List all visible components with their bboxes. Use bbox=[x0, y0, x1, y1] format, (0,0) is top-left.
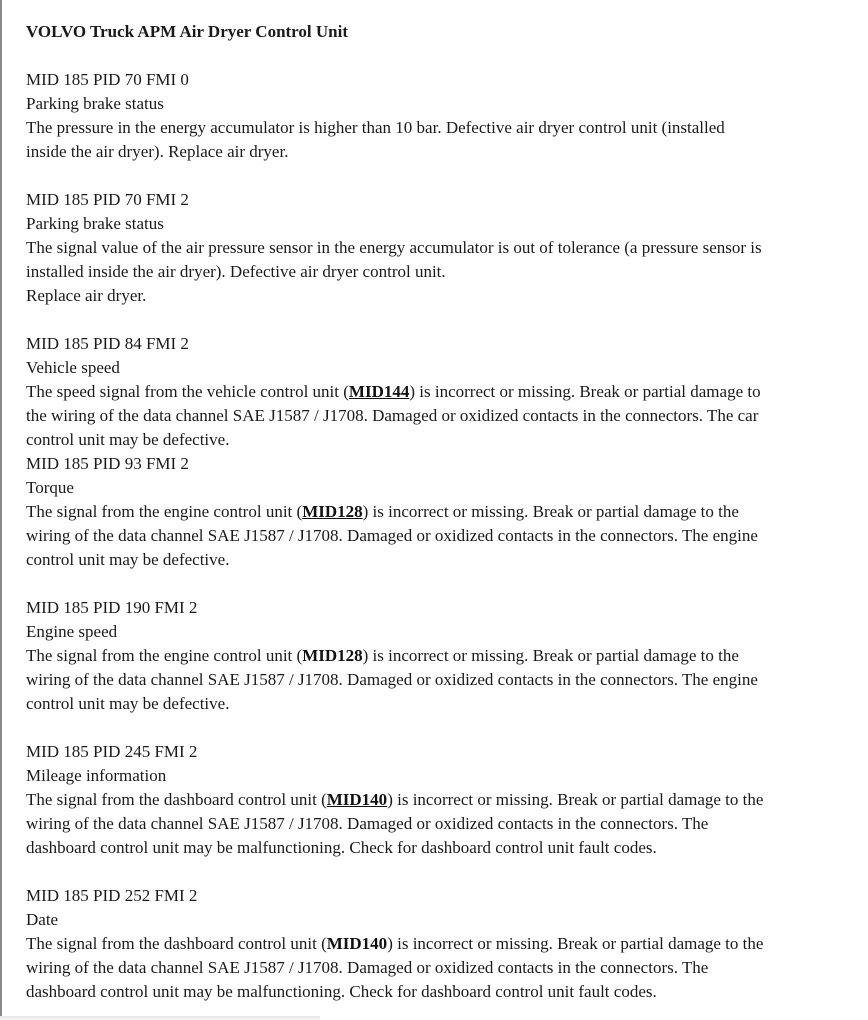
fault-entry bbox=[26, 332, 856, 452]
fault-entry bbox=[26, 188, 856, 308]
fault-name: Torque bbox=[26, 478, 74, 497]
document-body bbox=[26, 20, 856, 1004]
fault-name: Parking brake status bbox=[26, 214, 164, 233]
fault-description: The pressure in the energy accumulator is higher than 10 bar. Defective air dryer control unit (installed inside the air dryer). Replace air dryer. bbox=[26, 118, 725, 161]
mid-reference: MID140 bbox=[326, 934, 388, 953]
fault-description bbox=[26, 788, 856, 860]
fault-name: Vehicle speed bbox=[26, 358, 120, 377]
fault-entry bbox=[26, 452, 856, 572]
fault-name: Parking brake status bbox=[26, 94, 164, 113]
mid-link[interactable]: MID128 bbox=[302, 502, 363, 521]
fault-entry bbox=[26, 740, 856, 860]
left-border bbox=[0, 0, 2, 1020]
fault-code: MID 185 PID 93 FMI 2 bbox=[26, 454, 189, 473]
fault-code: MID 185 PID 84 FMI 2 bbox=[26, 334, 189, 353]
fault-entry bbox=[26, 596, 856, 716]
description-text: The signal from the dashboard control unit ( bbox=[26, 790, 327, 809]
fault-description bbox=[26, 644, 856, 716]
mid-link[interactable]: MID140 bbox=[326, 790, 388, 809]
fault-code: MID 185 PID 190 FMI 2 bbox=[26, 598, 198, 617]
mid-reference: MID128 bbox=[302, 646, 363, 665]
description-text: The speed signal from the vehicle control unit ( bbox=[26, 382, 349, 401]
description-text: The signal from the dashboard control unit ( bbox=[26, 934, 327, 953]
document-title: VOLVO Truck APM Air Dryer Control Unit bbox=[26, 22, 349, 41]
fault-description: The signal value of the air pressure sensor in the energy accumulator is out of tolerance (a pressure sensor is installed inside the air dryer). Defective air dryer control unit. Replace air dryer. bbox=[26, 238, 762, 305]
mid-link[interactable]: MID144 bbox=[348, 382, 410, 401]
fault-description bbox=[26, 380, 856, 452]
fault-name: Mileage information bbox=[26, 766, 167, 785]
fault-name: Engine speed bbox=[26, 622, 118, 641]
description-text: ) is incorrect or missing. Break or partial damage to the wiring of the data channel SAE J1587 / J1708. Damaged or oxidized contacts in the connectors. The engine control unit may be defective. bbox=[26, 646, 758, 713]
fault-entry bbox=[26, 884, 856, 1004]
fault-code: MID 185 PID 245 FMI 2 bbox=[26, 742, 198, 761]
fault-entry bbox=[26, 68, 856, 164]
description-text: The signal from the engine control unit ( bbox=[26, 502, 303, 521]
fault-code: MID 185 PID 70 FMI 0 bbox=[26, 70, 189, 89]
fault-name: Date bbox=[26, 910, 59, 929]
description-text: ) is incorrect or missing. Break or partial damage to the wiring of the data channel SAE J1587 / J1708. Damaged or oxidized contacts in the connectors. The engine control unit may be defective. bbox=[26, 502, 758, 569]
description-text: ) is incorrect or missing. Break or partial damage to the wiring of the data channel SAE J1587 / J1708. Damaged or oxidized contacts in the connectors. The dashboard control unit may be malfunctioning. Check for dashboard control unit fault codes. bbox=[26, 790, 764, 857]
bottom-edge bbox=[0, 1016, 320, 1020]
description-text: ) is incorrect or missing. Break or partial damage to the wiring of the data channel SAE J1587 / J1708. Damaged or oxidized contacts in the connectors. The car control unit may be defective. bbox=[26, 382, 761, 449]
fault-description bbox=[26, 932, 856, 1004]
fault-description bbox=[26, 500, 856, 572]
fault-code: MID 185 PID 252 FMI 2 bbox=[26, 886, 198, 905]
description-text: ) is incorrect or missing. Break or partial damage to the wiring of the data channel SAE J1587 / J1708. Damaged or oxidized contacts in the connectors. The dashboard control unit may be malfunctioning. Check for dashboard control unit fault codes. bbox=[26, 934, 764, 1001]
description-text: The signal from the engine control unit ( bbox=[26, 646, 303, 665]
fault-code: MID 185 PID 70 FMI 2 bbox=[26, 190, 189, 209]
